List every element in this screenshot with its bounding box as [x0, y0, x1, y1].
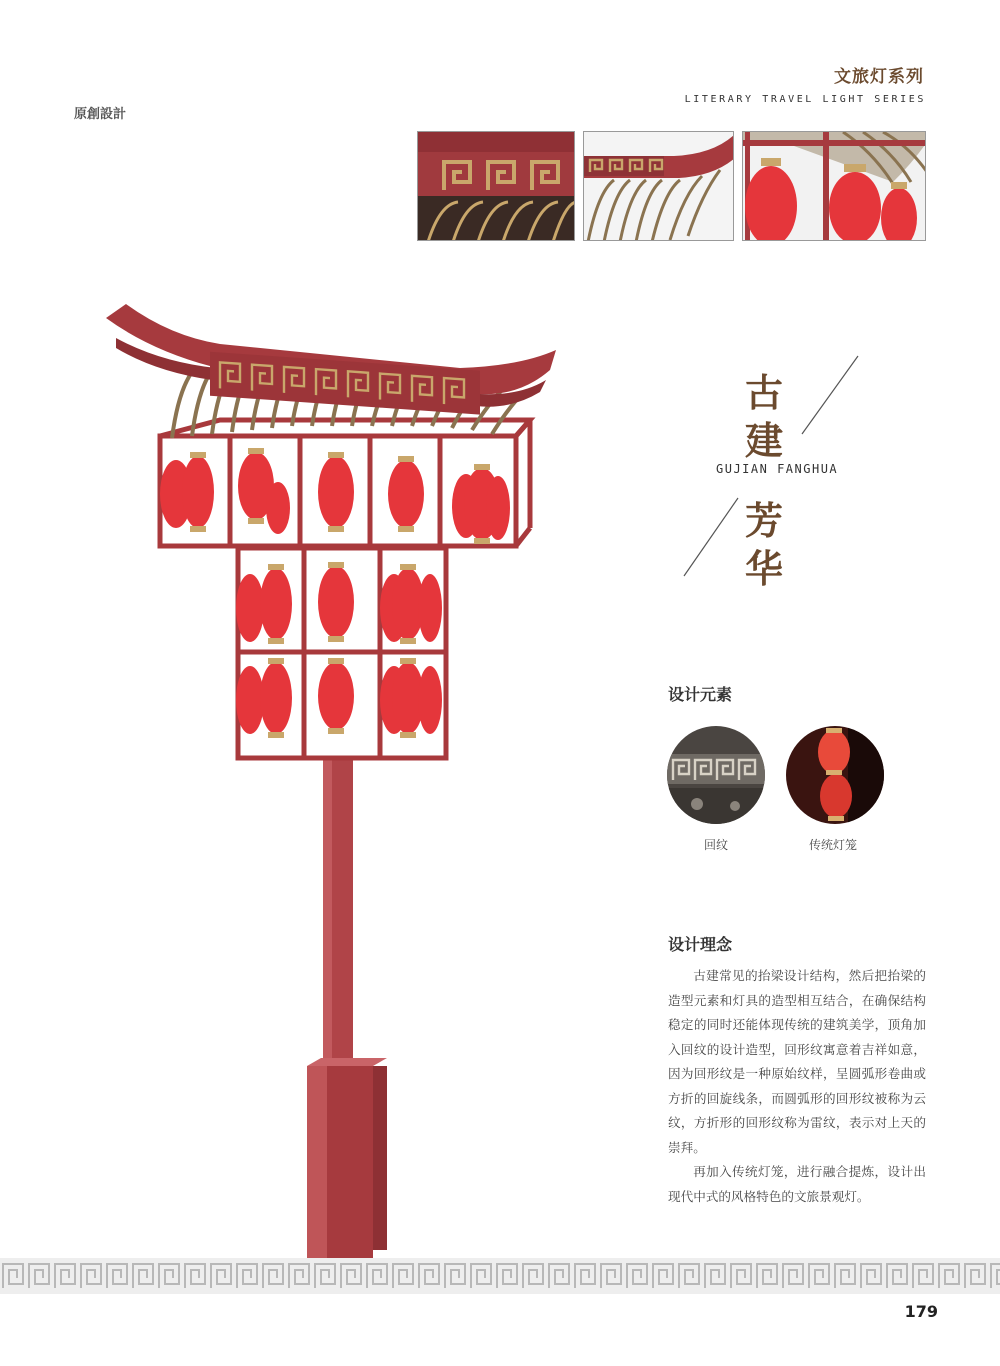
lamp-illustration: [100, 296, 570, 1262]
headline-char-jian: 建: [745, 418, 784, 463]
page-number: 179: [904, 1302, 938, 1321]
series-title: 文旅灯系列: [834, 67, 924, 87]
concept-paragraph: 再加入传统灯笼，进行融合提炼，设计出现代中式的风格特色的文旅景观灯。: [668, 1164, 926, 1204]
headline-slash-lines: [680, 352, 862, 580]
headline-char-gu: 古: [745, 370, 784, 415]
headline-pinyin: GUJIAN FANGHUA: [716, 462, 839, 476]
concept-paragraph: 古建常见的抬梁设计结构，然后把抬梁的造型元素和灯具的造型相互结合，在确保结构稳定的同时还能体现传统的建筑美学，顶角加入回纹的设计造型，回形纹寓意着吉祥如意，因为回形纹是一种原始纹样，呈圆弧形卷曲或方折的回旋线条，而圆弧形的回形纹被称为云纹，方折形的回形纹称为雷纹，表示对上天的崇拜。: [668, 968, 926, 1155]
series-subtitle: LITERARY TRAVEL LIGHT SERIES: [684, 94, 926, 105]
headline-char-hua: 华: [745, 546, 784, 591]
traditional-lantern-photo: [786, 726, 884, 824]
traditional-lantern-caption: 传统灯笼: [808, 838, 857, 852]
detail-photo-fret-frieze: [417, 131, 575, 241]
headline-char-fang: 芳: [745, 498, 784, 543]
fret-pattern-photo: [667, 726, 765, 824]
design-concept-body: [668, 964, 926, 1209]
detail-photo-lanterns: [742, 131, 926, 241]
fret-pattern-band: [0, 1258, 1000, 1294]
fret-pattern-caption: 回纹: [703, 838, 728, 852]
design-elements-title: 设计元素: [668, 685, 733, 704]
original-design-label: 原創設計: [74, 107, 127, 122]
design-concept-title: 设计理念: [668, 935, 733, 954]
detail-photo-roof-eave: [583, 131, 734, 241]
